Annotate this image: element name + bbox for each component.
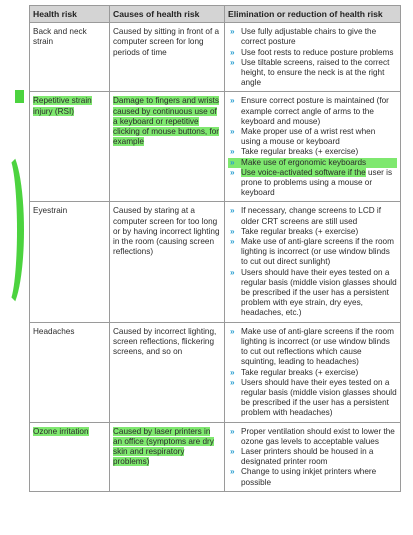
elimination-list	[228, 27, 397, 88]
list-item: » Use fully adjustable chairs to give the correct posture	[228, 27, 397, 47]
table-row	[30, 23, 401, 92]
elimination-list	[228, 427, 397, 488]
risk-name: Repetitive strain injury (RSI)	[33, 96, 92, 116]
list-item: » Take regular breaks (+ exercise)	[228, 147, 397, 157]
risk-name: Ozone irritation	[33, 426, 89, 436]
cause-text: Damage to fingers and wrists caused by continuous use of a keyboard or repetitive clicking of mouse buttons, for example	[113, 96, 220, 147]
cause-cell	[110, 92, 225, 202]
elimination-cell	[225, 422, 401, 491]
cause-text: Caused by sitting in front of a computer screen for long periods of time	[113, 27, 220, 57]
elimination-list	[228, 206, 397, 318]
header-health-risk: Health risk	[30, 6, 110, 23]
table-row	[30, 92, 401, 202]
risk-cell	[30, 202, 110, 322]
risk-name: Headaches	[33, 326, 75, 336]
list-item: » Users should have their eyes tested on a regular basis (middle vision glasses should be prescribed if the user has a persistent problem with headaches)	[228, 378, 397, 419]
elimination-cell	[225, 92, 401, 202]
table-row	[30, 202, 401, 322]
cause-cell	[110, 202, 225, 322]
risk-name: Back and neck strain	[33, 27, 87, 47]
list-item-highlighted: » Make use of ergonomic keyboards	[228, 158, 397, 168]
health-risk-table	[29, 5, 401, 492]
list-item: » Make proper use of a wrist rest when using a mouse or keyboard	[228, 127, 397, 147]
list-item: » Make use of anti-glare screens if the room lighting is incorrect (or use window blinds to cut out direct sunlight)	[228, 237, 397, 268]
risk-cell	[30, 92, 110, 202]
risk-cell	[30, 422, 110, 491]
risk-cell	[30, 322, 110, 422]
table-header-row	[30, 6, 401, 23]
list-item: » Ensure correct posture is maintained (for example correct angle of arms to the keyboard and mouse)	[228, 96, 397, 127]
decorative-green-arc	[0, 150, 24, 310]
header-causes: Causes of health risk	[110, 6, 225, 23]
risk-cell	[30, 23, 110, 92]
elimination-cell	[225, 202, 401, 322]
list-item: » Make use of anti-glare screens if the room lighting is incorrect (or use window blinds to cut out reflections which cause squinting, leading to headaches)	[228, 327, 397, 368]
list-item: » Take regular breaks (+ exercise)	[228, 368, 397, 378]
elimination-list	[228, 327, 397, 419]
table-row	[30, 322, 401, 422]
list-item-partially-highlighted	[228, 168, 397, 199]
table-row	[30, 422, 401, 491]
list-item: » Take regular breaks (+ exercise)	[228, 227, 397, 237]
header-elimination: Elimination or reduction of health risk	[225, 6, 401, 23]
list-item: » Use tiltable screens, raised to the correct height, to ensure the neck is at the right angle	[228, 58, 397, 89]
elimination-cell	[225, 23, 401, 92]
list-item: » Use foot rests to reduce posture problems	[228, 48, 397, 58]
highlighted-text: Use voice-activated software if the	[241, 167, 366, 177]
list-item: » Proper ventilation should exist to lower the ozone gas levels to acceptable values	[228, 427, 397, 447]
decorative-green-bar	[15, 90, 24, 103]
cause-cell	[110, 422, 225, 491]
list-item: » If necessary, change screens to LCD if older CRT screens are still used	[228, 206, 397, 226]
cause-text: Caused by staring at a computer screen for too long or by having incorrect lighting in the room (causing screen reflections)	[113, 206, 220, 257]
list-item: » Change to using inkjet printers where possible	[228, 467, 397, 487]
list-item: » Laser printers should be housed in a designated printer room	[228, 447, 397, 467]
list-item: » Users should have their eyes tested on a regular basis (middle vision glasses should be prescribed if the user has a persistent problem with eye strain, dry eyes, headaches, etc.)	[228, 268, 397, 319]
elimination-cell	[225, 322, 401, 422]
risk-name: Eyestrain	[33, 206, 68, 216]
cause-text: Caused by incorrect lighting, screen reflections, flickering screens, and so on	[113, 326, 217, 357]
elimination-list	[228, 96, 397, 198]
cause-cell	[110, 322, 225, 422]
cause-text: Caused by laser printers in an office (symptoms are dry skin and respiratory problems)	[113, 426, 214, 467]
plain-text: user is prone to problems using a mouse or keyboard	[241, 167, 393, 198]
cause-cell	[110, 23, 225, 92]
